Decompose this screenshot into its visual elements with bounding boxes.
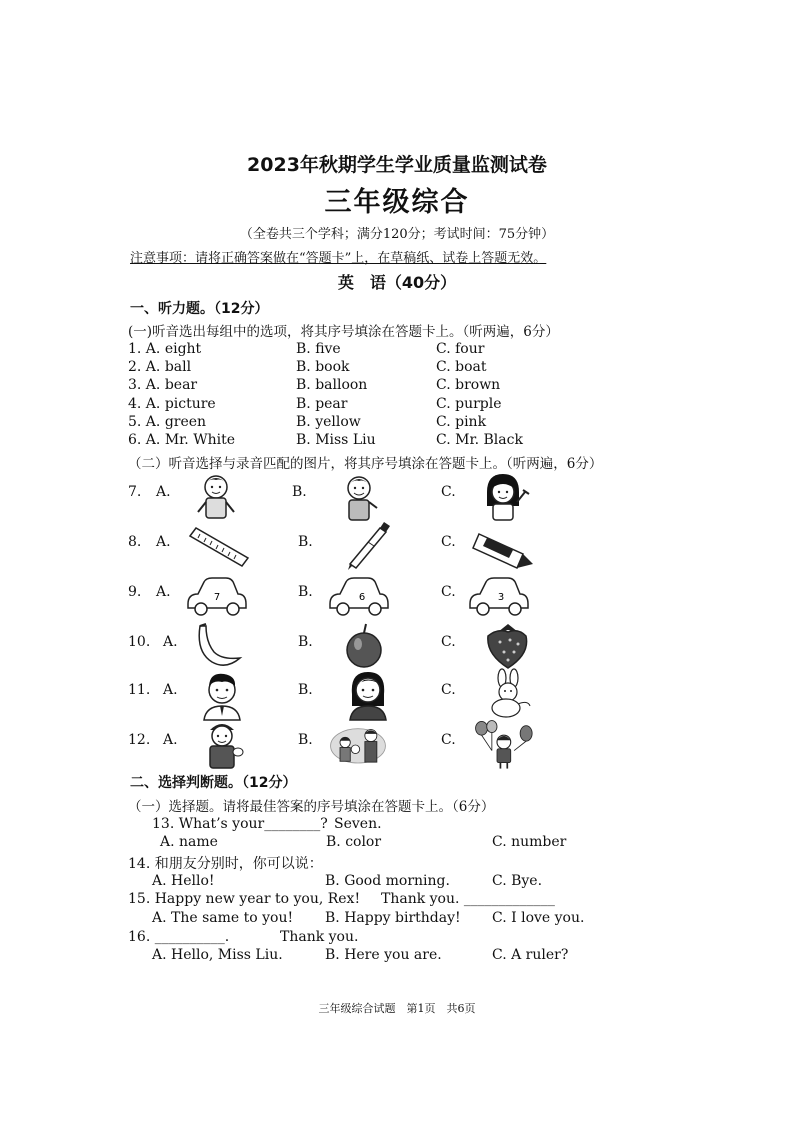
subject-heading: 英 语（40分） — [337, 273, 457, 292]
option-b: B. pear — [296, 396, 348, 412]
boy-icon — [186, 472, 246, 522]
picture-question — [128, 572, 608, 622]
section2-title: 二、选择判断题。（12分） — [130, 775, 297, 791]
option-c: C. Bye. — [492, 873, 543, 889]
woman-icon — [338, 670, 398, 720]
option-a: A. name — [160, 834, 218, 850]
option-c: C. pink — [436, 414, 487, 430]
picture-question — [128, 720, 608, 770]
option-c-label: C. — [441, 534, 456, 550]
option-c-label: C. — [441, 634, 456, 650]
boy-greeting-icon — [192, 720, 252, 770]
apple-icon — [336, 622, 396, 672]
car-icon — [186, 572, 246, 622]
section1-part1-instruction: (一)听音选出每组中的选项，将其序号填涂在答题卡上。（听两遍，6分） — [128, 324, 559, 340]
option-a: 4. A. picture — [128, 396, 216, 412]
question-number: 9. — [128, 584, 142, 600]
exam-subtitle: 三年级综合 — [324, 187, 470, 218]
option-a: A. Hello! — [152, 873, 215, 889]
option-c: C. purple — [436, 396, 502, 412]
option-a-label: A. — [163, 732, 178, 748]
option-c: C. number — [492, 834, 567, 850]
option-a-label: A. — [163, 634, 178, 650]
exam-notice: 注意事项：请将正确答案做在“答题卡”上，在草稿纸、试卷上答题无效。 — [130, 251, 547, 266]
picture-question — [128, 522, 608, 572]
option-a: A. Hello, Miss Liu. — [152, 947, 283, 963]
option-c-label: C. — [441, 732, 456, 748]
option-b: B. Good morning. — [325, 873, 450, 889]
question-number: 11. — [128, 682, 151, 698]
list-item — [128, 432, 688, 450]
exam-title: 2023年秋期学生学业质量监测试卷 — [247, 154, 547, 176]
picture-question — [128, 622, 608, 672]
list-item — [128, 377, 688, 395]
option-a-label: A. — [156, 584, 171, 600]
option-b: B. Miss Liu — [296, 432, 376, 448]
man-icon — [192, 670, 252, 720]
option-c-label: C. — [441, 484, 456, 500]
option-b-label: B. — [298, 584, 313, 600]
option-a-label: A. — [156, 534, 171, 550]
rabbit-icon — [478, 670, 538, 720]
option-a: 6. A. Mr. White — [128, 432, 236, 448]
question-13: 13. What’s your________? — [152, 816, 328, 832]
list-item — [128, 341, 688, 359]
option-c: C. four — [436, 341, 485, 357]
boy-waving-icon — [331, 472, 391, 522]
option-a: 3. A. bear — [128, 377, 198, 393]
crayon-icon — [473, 522, 533, 572]
option-b-label: B. — [298, 682, 313, 698]
option-c-label: C. — [441, 584, 456, 600]
option-b-label: B. — [298, 634, 313, 650]
list-item — [128, 396, 688, 414]
option-a: 2. A. ball — [128, 359, 192, 375]
option-b-label: B. — [298, 534, 313, 550]
option-a: 1. A. eight — [128, 341, 202, 357]
section2-part1-instruction: （一）选择题。请将最佳答案的序号填涂在答题卡上。（6分） — [128, 799, 495, 815]
car-icon — [328, 572, 388, 622]
list-item — [128, 414, 688, 432]
page-footer: 三年级综合试题 第1页 共6页 — [318, 1002, 476, 1015]
question-number: 8. — [128, 534, 142, 550]
question-number: 10. — [128, 634, 151, 650]
question-number: 12. — [128, 732, 151, 748]
option-c: C. I love you. — [492, 910, 585, 926]
girl-waving-icon — [473, 472, 533, 522]
question-15: 15. Happy new year to you, Rex! — [128, 891, 361, 907]
picture-question — [128, 670, 608, 720]
exam-info: （全卷共三个学科；满分120分；考试时间：75分钟） — [239, 227, 555, 242]
option-c: C. boat — [436, 359, 487, 375]
banana-icon — [192, 622, 252, 672]
family-greeting-icon — [328, 720, 388, 770]
option-c: C. brown — [436, 377, 501, 393]
question-14: 14. 和朋友分别时，你可以说： — [128, 856, 323, 872]
car-icon — [468, 572, 528, 622]
question-16-response: Thank you. — [280, 929, 359, 945]
option-b: B. Here you are. — [325, 947, 442, 963]
section1-title: 一、听力题。（12分） — [130, 301, 269, 317]
list-item — [128, 359, 688, 377]
picture-question — [128, 472, 608, 522]
option-b: B. five — [296, 341, 341, 357]
car-number: 7 — [213, 592, 221, 603]
option-b: B. color — [326, 834, 382, 850]
boy-balloons-icon — [473, 720, 533, 770]
option-c: C. Mr. Black — [436, 432, 523, 448]
car-number: 3 — [497, 592, 505, 603]
option-a: 5. A. green — [128, 414, 207, 430]
option-b: B. balloon — [296, 377, 368, 393]
option-a-label: A. — [163, 682, 178, 698]
ruler-icon — [186, 522, 246, 572]
option-b: B. yellow — [296, 414, 361, 430]
strawberry-icon — [478, 622, 538, 672]
option-b-label: B. — [292, 484, 307, 500]
option-b-label: B. — [298, 732, 313, 748]
car-number: 6 — [358, 592, 366, 603]
question-13-response: Seven. — [334, 816, 382, 832]
question-15-response: Thank you. _____________ — [381, 891, 555, 907]
question-number: 7. — [128, 484, 142, 500]
option-b: B. book — [296, 359, 350, 375]
option-c: C. A ruler? — [492, 947, 569, 963]
option-b: B. Happy birthday! — [325, 910, 461, 926]
option-c-label: C. — [441, 682, 456, 698]
option-a-label: A. — [156, 484, 171, 500]
section1-part2-instruction: （二）听音选择与录音匹配的图片，将其序号填涂在答题卡上。（听两遍，6分） — [128, 456, 603, 472]
pen-icon — [338, 522, 398, 572]
option-a: A. The same to you! — [152, 910, 294, 926]
question-16: 16. __________. — [128, 929, 230, 945]
